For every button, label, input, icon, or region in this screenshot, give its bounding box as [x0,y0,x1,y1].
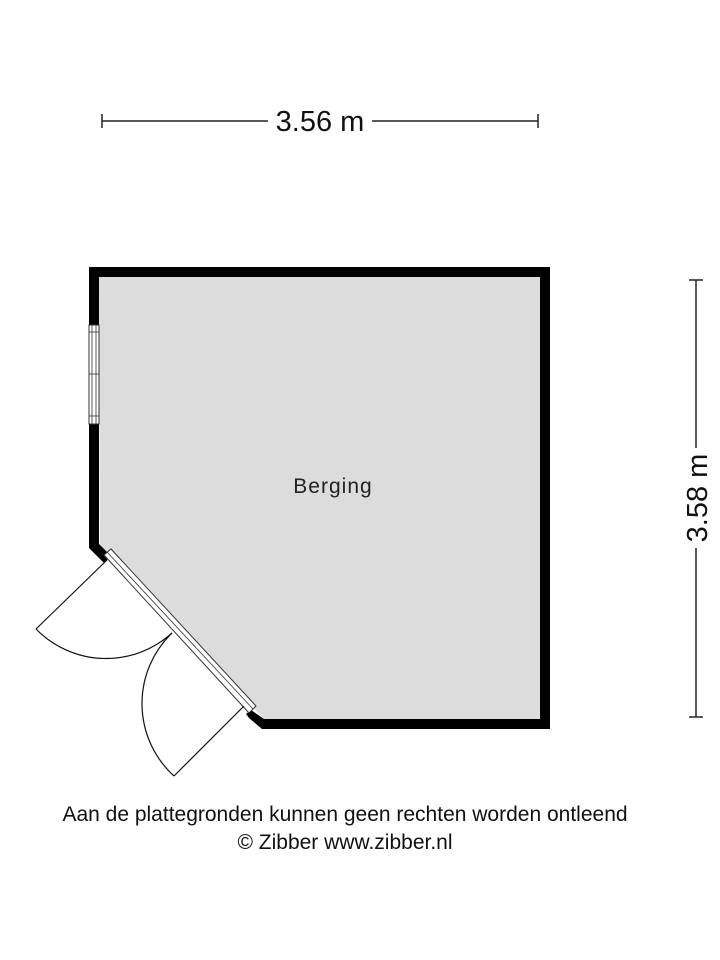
window [89,325,99,424]
wall-left-upper [89,267,99,325]
width-label: 3.56 m [275,106,365,138]
wall-top [89,267,550,277]
wall-bottom [262,719,550,729]
wall-left-lower [89,424,99,544]
wall-right [540,267,550,729]
height-label: 3.58 m [682,453,714,543]
door-swing-lower [142,633,174,776]
door-leaf-lower [174,706,244,776]
room-label: Berging [293,475,373,498]
width-dimension [102,106,538,138]
copyright-text: © Zibber www.zibber.nl [237,831,453,854]
height-dimension [682,280,714,717]
disclaimer-text: Aan de plattegronden kunnen geen rechten worden ontleend [62,803,628,826]
door-swing-upper [36,629,172,658]
door-leaf-upper [36,560,107,629]
